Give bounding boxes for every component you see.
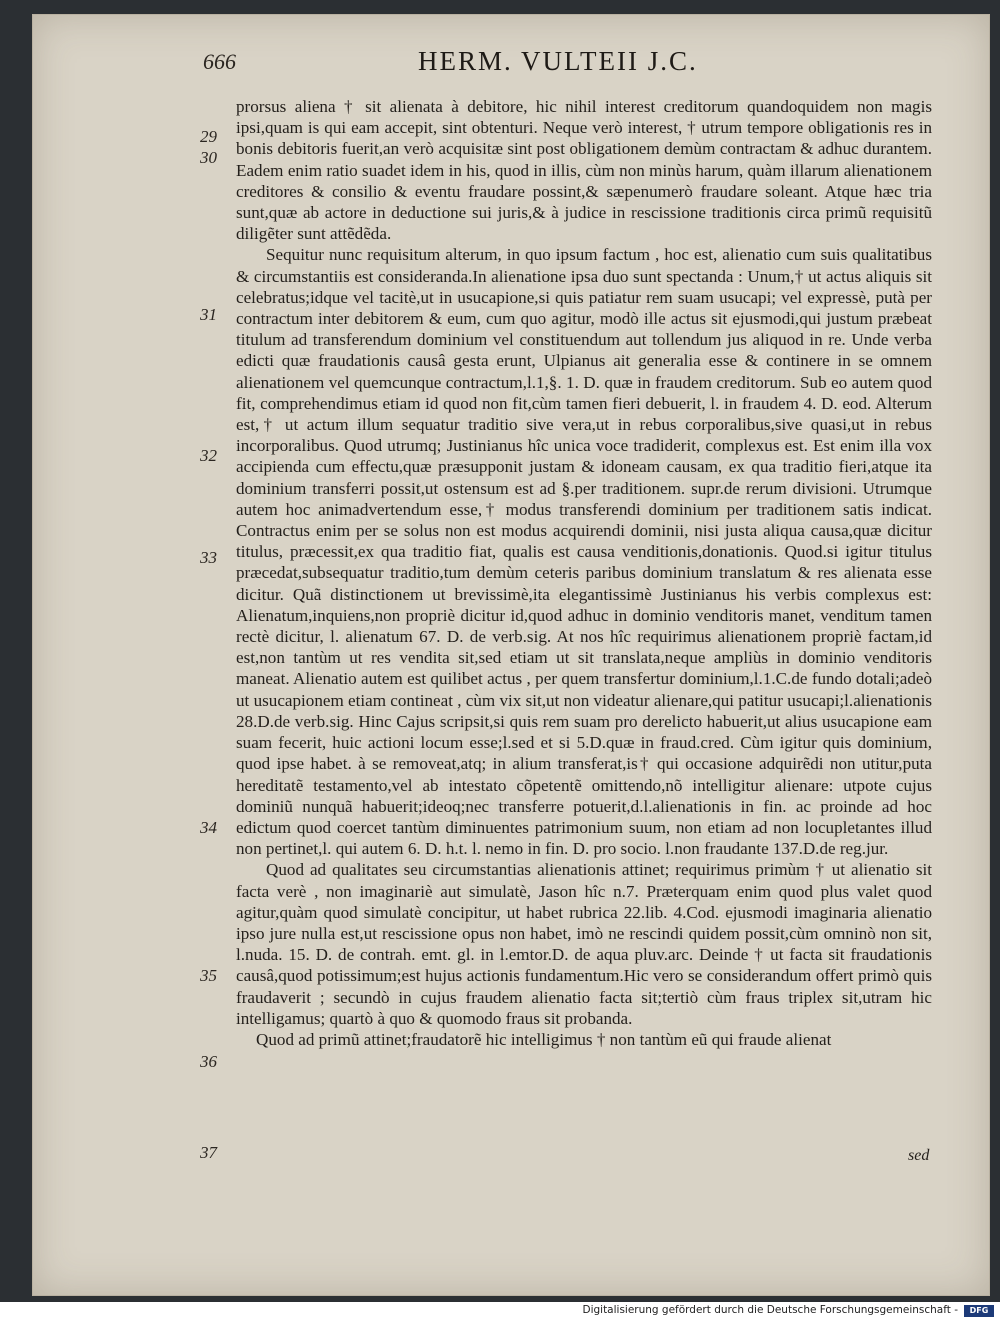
dfg-logo-icon: DFG (964, 1305, 994, 1317)
running-head: HERM. VULTEII J.C. (418, 46, 698, 76)
footer-bar (0, 1302, 1000, 1320)
margin-number: 35 (200, 966, 217, 985)
paragraph: Quod ad qualitates seu circumstantias alienationis attinet; requirimus primùm † ut alienatio sit facta verè , non imaginariè aut simulatè, Jason hîc n.7. Præterquam enim quod plus valet quod agitur,quàm quod simulatè concipitur, ut habet rubrica 22.lib. 4.Cod. ejusmodi imaginaria alienatio ipso jure nulla est,ut rescissione opus non habet, imò ne rescindi quidem possit,cùm omninò non sit, l.nuda. 15. D. de contrah. emt. gl. in l.emtor.D. de aqua pluv.arc. Deinde † ut facta sit fraudationis causâ,quod potissimum;est hujus actionis fundamentum.Hic vero se considerandum offert primò quis fraudaverit ; secundò in cujus fraudem alienatio facta sit;tertiò cùm fraus triplex sit,utram hic intelligamus; quartò à quo & quomodo fraus sit probanda. (236, 860, 932, 1028)
margin-number: 33 (200, 548, 217, 567)
margin-number: 37 (200, 1143, 217, 1162)
page-number: 666 (203, 49, 236, 74)
margin-number: 29 (200, 127, 217, 146)
page-header (200, 46, 940, 82)
margin-number: 30 (200, 148, 217, 167)
paragraph: Quod ad primũ attinet;fraudatorẽ hic intelligimus † non tantùm eũ qui fraude alienat (256, 1029, 832, 1049)
footer-credit: Digitalisierung gefördert durch die Deutsche Forschungsgemeinschaft - (582, 1304, 958, 1316)
body-text (236, 96, 932, 1050)
paragraph: Sequitur nunc requisitum alterum, in quo ipsum factum , hoc est, alienatio cum suis qualitatibus & circumstantiis est consideranda.In alienatione ipsa duo sunt spectanda : Unum,† ut actus aliquis sit celebratus;idque vel tacitè,ut in usucapione,si quis patiatur rem suam usucapi; vel expressè, putà per contractum inter debitorem & eum, cum quo agitur, modò ille actus sit ejusmodi,qui justum præbeat titulum ad transferendum dominium vel constituendum aut tollendum jus aliquod in re. Unde verba edicti quæ fraudationis causâ gesta erunt, Ulpianus ait generalia esse & continere in se omnem alienationem vel quemcunque contractum,l.1,§. 1. D. quæ in fraudem creditorum. Sub eo autem quod fit, comprehendimus etiam id quod non fit,cùm tamen fieri debuerit, l. in fraudem 4. D. eod. Alterum est,† ut actum illum sequatur traditio sive vera,ut in rebus corporalibus,sive quasi,ut in rebus incorporalibus. Quod utrumq; Justinianus hîc unica voce tradiderit, complexus est. Est enim illa vox accipienda cum effectu,quæ præsupponit justam & idoneam causam, ex qua traditio fieri,atque ita dominium transferri possit,ut ostensum est ad §.per traditionem. supr.de rerum divisioni. Utrumque autem hoc animadvertendum esse,† modus transferendi dominium per traditionem satis indicat. Contractus enim per se solus non est modus acquirendi dominii, nisi justa aliqua causa,quæ dicitur titulus, præcessit,ex qua traditio fiat, qualis est causa venditionis,donationis. Quod.si igitur titulus præcedat,subsequatur traditio,tum demùm ceteris paribus dominium translatum & res alienata esse dicitur. Quã distinctionem ut brevissimè,ita elegantissimè Justinianus his verbis complexus est: Alienatum,inquiens,non propriè dicitur id,quod adhuc in dominio venditoris manet, venditum tamen rectè dicitur, l. alienatum 67. D. de verb.sig. At nos hîc requirimus alienationem propriè factam,id est,non tantùm ut res vendita sit,sed etiam ut sit translata,neque ampliùs in dominio venditoris maneat. Alienatio autem est quilibet actus , per quem transfertur dominium,l.1.C.de fundo dotali;adeò ut usucapionem etiam contineat , cùm vix sit,ut non videatur alienare,qui patitur usucapi;l.alienationis 28.D.de verb.sig. Hinc Cajus scripsit,si quis rem suam pro derelicto habuerit,ut alius usucapione eam suam fecerit, huic actioni locum esse;l.sed et si 5.D.quæ in fraud.cred. Cùm igitur quis dominium, quod ipse habet. à se removeat,atq; in alium transferat,is† qui occasione adquirẽdi non utitur,puta hereditatẽ testamento,vel ab intestato cõpetentẽ omittendo,nõ intelligitur alienare: utpote cujus dominiũ nunquã habuerit;ideoq;nec transferre potuerit,d.l.alienationis in fin. ac proinde ad hoc edictum quod coercet tantùm diminuentes patrimonium suum, non etiam ad non locupletantes illud non pertinet,l. qui autem 6. D. h.t. l. nemo in fin. D. pro socio. l.non fraudante 137.D.de reg.jur. (236, 245, 932, 859)
margin-number: 32 (200, 446, 217, 465)
paragraph: prorsus aliena † sit alienata à debitore, hic nihil interest creditorum quandoquidem non magis ipsi,quam is qui eam accepit, sint obtenturi. Neque verò interest, † utrum tempore obligationis res in bonis debitoris fuerit,an verò acquisitæ sint post obligationem demùm contractam & adhuc durantem. Eadem enim ratio suadet idem in his, quod in illis, cùm non minùs harum, quàm illarum alienationem creditores & consilio & eventu fraudare possint,& sæpenumerò fraudare soleant. Atque hæc tria sunt,quæ ab actore in deductione sui juris,& à judice in rescissione traditionis circa primũ requisitũ diligẽter sunt attẽdẽda. (236, 97, 932, 244)
margin-number: 31 (200, 305, 217, 324)
catchword: sed (908, 1147, 930, 1164)
margin-number: 36 (200, 1052, 217, 1071)
margin-number: 34 (200, 818, 217, 837)
